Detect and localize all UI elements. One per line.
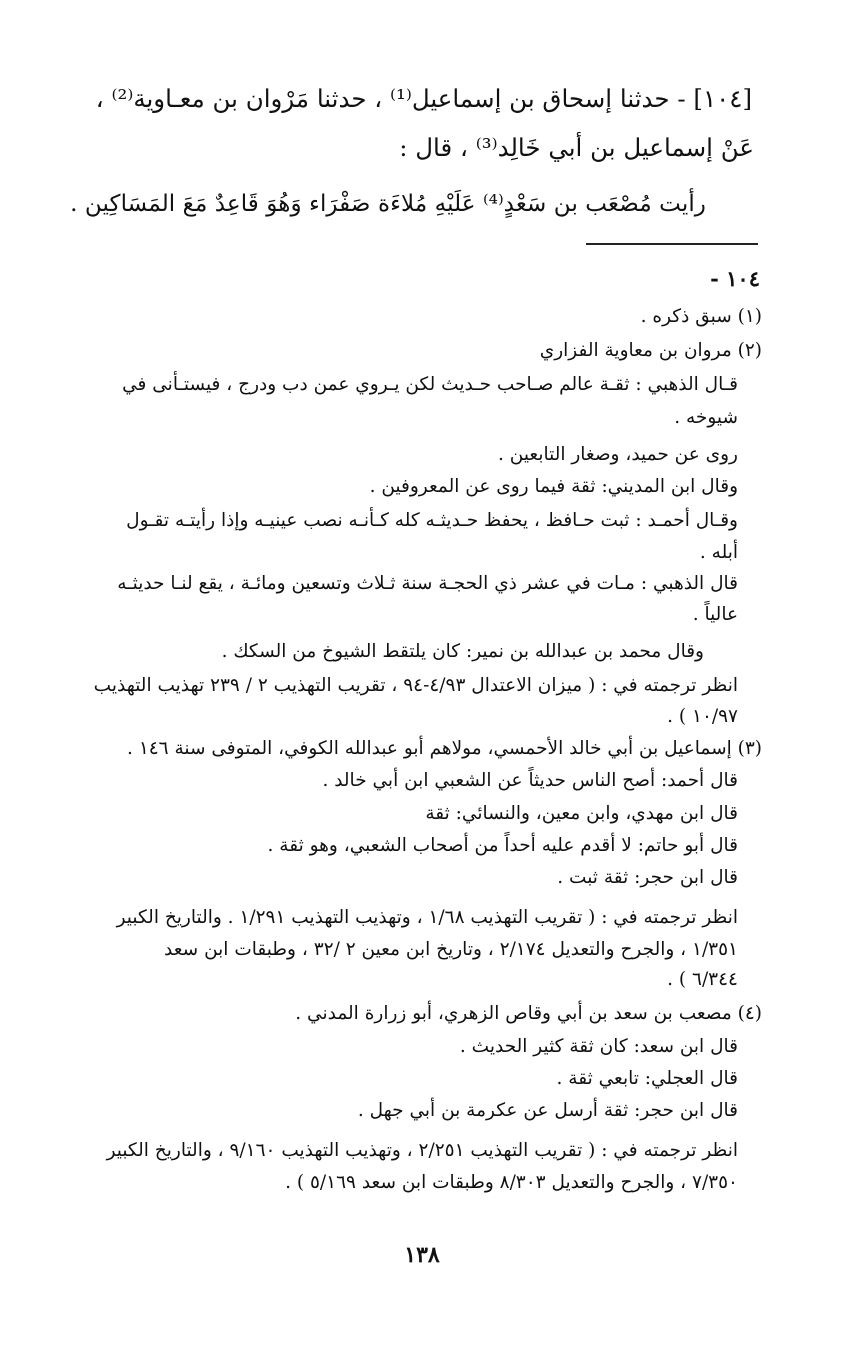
footnote-separator <box>586 243 758 245</box>
footnote-2-title: (٢) مروان بن معاوية الفزاري <box>539 340 762 361</box>
footnote-2-line: روى عن حميد، وصغار التابعين . <box>497 444 738 465</box>
footnote-2-line: أبله . <box>699 542 738 563</box>
hadith-line-3: رأيت مُصْعَب بن سَعْدٍ⁽⁴⁾ عَلَيْهِ مُلاءَة صَفْرَاء وَهُوَ قَاعِدٌ مَعَ المَسَاكِين . <box>70 190 706 217</box>
footnote-3-line: قال ابن حجر: ثقة ثبت . <box>557 867 738 888</box>
footnote-2-line: شيوخه . <box>674 407 738 428</box>
footnote-4-line: ٧/٣٥٠ ، والجرح والتعديل ٨/٣٠٣ وطبقات ابن سعد ٥/١٦٩ ) . <box>285 1172 738 1193</box>
footnote-heading: ١٠٤ - <box>710 266 760 291</box>
footnote-4-line: قال العجلي: تابعي ثقة . <box>556 1068 738 1089</box>
hadith-line-2: عَنْ إسماعيل بن أبي خَالِد⁽³⁾ ، قال : <box>399 133 754 162</box>
footnote-3-line: قال ابن مهدي، وابن معين، والنسائي: ثقة <box>425 803 738 824</box>
page-number: ١٣٨ <box>404 1242 440 1268</box>
footnote-4-line: انظر ترجمته في : ( تقريب التهذيب ٢/٢٥١ ، وتهذيب التهذيب ٩/١٦٠ ، والتاريخ الكبير <box>106 1140 738 1161</box>
footnote-2-line: وقال محمد بن عبدالله بن نمير: كان يلتقط الشيوخ من السكك . <box>221 641 704 662</box>
hadith-line-1: [١٠٤] - حدثنا إسحاق بن إسماعيل⁽¹⁾ ، حدثنا مَرْوان بن معـاوية⁽²⁾ ، <box>95 84 752 113</box>
footnote-3-line: قال أبو حاتم: لا أقدم عليه أحداً من أصحاب الشعبي، وهو ثقة . <box>267 835 738 856</box>
footnote-2-line: انظر ترجمته في : ( ميزان الاعتدال ٤/٩٣-٩٤ ، تقريب التهذيب ٢ / ٢٣٩ تهذيب التهذيب <box>93 675 738 696</box>
footnote-2-line: ١٠/٩٧ ) . <box>667 706 738 727</box>
footnote-4-line: قال ابن سعد: كان ثقة كثير الحديث . <box>459 1036 738 1057</box>
footnote-4-title: (٤) مصعب بن سعد بن أبي وقاص الزهري، أبو زرارة المدني . <box>295 1003 762 1024</box>
footnote-2-line: قـال الذهبي : ثقـة عالم صـاحب حـديث لكن يـروي عمن دب ودرج ، فيستـأنى في <box>122 374 738 395</box>
footnote-2-line: عالياً . <box>692 604 738 625</box>
footnote-3-line: انظر ترجمته في : ( تقريب التهذيب ١/٦٨ ، وتهذيب التهذيب ١/٢٩١ . والتاريخ الكبير <box>116 907 738 928</box>
footnote-3-line: ١/٣٥١ ، والجرح والتعديل ٢/١٧٤ ، وتاريخ ابن معين ٢ /٣٢ ، وطبقات ابن سعد <box>164 939 738 960</box>
footnote-2-line: وقـال أحمـد : ثبت حـافظ ، يحفظ حـديثـه كله كـأنـه نصب عينيـه وإذا رأيتـه تقـول <box>126 510 738 531</box>
footnote-2-line: قال الذهبي : مـات في عشر ذي الحجـة سنة ثـلاث وتسعين ومائـة ، يقع لنـا حديثـه <box>117 573 738 594</box>
footnote-3-line: ٦/٣٤٤ ) . <box>667 969 738 990</box>
footnote-3-line: قال أحمد: أصح الناس حديثاً عن الشعبي ابن أبي خالد . <box>322 770 738 791</box>
footnote-1: (١) سبق ذكره . <box>640 306 762 327</box>
footnote-3-title: (٣) إسماعيل بن أبي خالد الأحمسي، مولاهم أبو عبدالله الكوفي، المتوفى سنة ١٤٦ . <box>127 738 762 759</box>
footnote-4-line: قال ابن حجر: ثقة أرسل عن عكرمة بن أبي جهل . <box>357 1100 738 1121</box>
footnote-2-line: وقال ابن المديني: ثقة فيما روى عن المعروفين . <box>369 476 738 497</box>
